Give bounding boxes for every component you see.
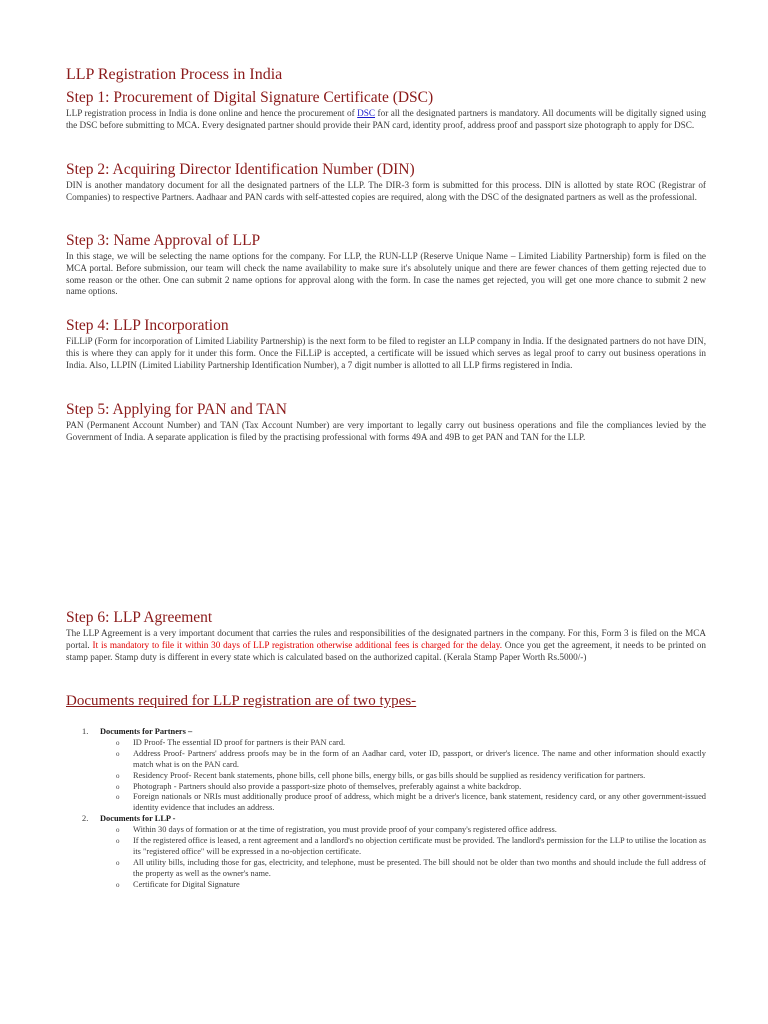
step-6-section [66,608,706,663]
documents-group-title: Documents for LLP - [100,814,176,824]
documents-group-llp: 2. Documents for LLP - o Within 30 days of formation or at the time of registration, you must provide proof of your company's registered office address. o If the registered office is leased, a rent agreement and a landlord's no objection certificate must be provided. The landlord's permission for the LLP to utilise the location as its "registered office" will be expressed in a no-objection certificate. o All utility bills, including those for gas, electricity, and telephone, must be presented. The bill should not be older than two months and should include the full address of the property as well as the owner's name. o Certificate for Digital Signature [82,814,706,889]
list-item: o Address Proof- Partners' address proofs may be in the form of an Aadhar card, voter ID, passport, or driver's licence. The name and other information should exactly match what is on the PAN card. [116,748,706,769]
step-1-text: LLP registration process in India is done online and hence the procurement of DSC for all the designated partners is mandatory. All documents will be digitally signed using the DSC before submitting to MCA. Every designated partner should provide their PAN card, identity proof, address proof and passport size photograph to apply for DSC. [66,108,706,130]
documents-list [82,727,706,891]
step-2-text: DIN is another mandatory document for all the designated partners of the LLP. The DIR-3 form is submitted for this process. DIN is allotted by state ROC (Registrar of Companies) to respective Partners. Aadhaar and PAN cards with self-attested copies are required, along with the DSC of the designated partners as well as the professional. [66,180,706,202]
step-1-section [66,88,706,132]
step-6-text: The LLP Agreement is a very important document that carries the rules and responsibilities of the designated partners in the company. For this, Form 3 is filed on the MCA portal. It is mandatory to file it within 30 days of LLP registration otherwise additional fees is charged for the delay. Once you get the agreement, it needs to be printed on stamp paper. Stamp duty is different in every state which is calculated based on the authorized capital. (Kerala Stamp Paper Worth Rs.5000/-) [66,628,706,662]
step-1-heading: Step 1: Procurement of Digital Signature Certificate (DSC) [66,89,434,106]
list-item: o Photograph - Partners should also provide a passport-size photo of themselves, preferably against a white backdrop. [116,781,522,791]
bullet-icon: o [116,738,120,747]
list-item: o Certificate for Digital Signature [116,879,240,889]
list-item: o If the registered office is leased, a rent agreement and a landlord's no objection certificate must be provided. The landlord's permission for the LLP to utilise the location as its "registered office" will be expressed in a no-objection certificate. [116,836,706,856]
step-4-heading: Step 4: LLP Incorporation [66,317,229,334]
step-2-section [66,160,706,204]
page-title: LLP Registration Process in India [66,66,283,83]
step-4-text: FiLLiP (Form for incorporation of Limited Liability Partnership) is the next form to be filed to register an LLP company in India. If the designated partners do not have DIN, this is where they can apply for it under this form. Once the FiLLiP is accepted, a certificate will be issued which serves as legal proof to carry out business operations in India. Also, LLPIN (Limited Liability Partnership Identification Number), a 7 digit number is allotted to all LLP firms registered in India. [66,336,706,370]
step-6-heading: Step 6: LLP Agreement [66,609,213,626]
step-5-text: PAN (Permanent Account Number) and TAN (Tax Account Number) are very important to legally carry out business operations and file the compliances levied by the Government of India. A separate application is filed by the practising professional with forms 49A and 49B to get PAN and TAN for the LLP. [66,420,706,442]
bullet-icon: o [116,749,120,758]
bullet-icon: o [116,826,120,835]
step-2-heading: Step 2: Acquiring Director Identification Number (DIN) [66,161,415,178]
step-3-text: In this stage, we will be selecting the name options for the company. For LLP, the RUN-LLP (Reserve Unique Name – Limited Liability Partnership) form is filed on the MCA portal. Before submission, our team will check the name availability to make sure it's absolutely unique and there are fewer chances of them getting rejected due to some reason or the other. One can submit 2 name options for approval along with the form. In case the names get rejected, you will get one more chance to submit 2 new name options. [66,251,706,297]
documents-group-partners: 1. Documents for Partners – o ID Proof- The essential ID proof for partners is their PAN card. o Address Proof- Partners' address proofs may be in the form of an Aadhar card, voter ID, passport, or driver's licence. The name and other information should exactly match what is on the PAN card. o Residency Proof- Recent bank statements, phone bills, cell phone bills, energy bills, or gas bills should be supplied as residency verification for partners. o Photograph - Partners should also provide a passport-size photo of themselves, preferably against a white backdrop. o Foreign nationals or NRIs must additionally produce proof of address, which might be a driver's licence, bank statement, residency card, or any other government-issued identity evidence that includes an address. [82,727,706,813]
step-5-heading: Step 5: Applying for PAN and TAN [66,401,287,418]
dsc-link[interactable]: DSC [357,108,376,118]
step-3-heading: Step 3: Name Approval of LLP [66,232,261,249]
step-4-section [66,316,706,371]
bullet-icon: o [116,782,120,791]
documents-heading: Documents required for LLP registration are of two types- [66,693,417,709]
step-3-section [66,231,706,298]
step-5-section [66,400,706,444]
list-item: o ID Proof- The essential ID proof for partners is their PAN card. [116,737,346,747]
list-item: o All utility bills, including those for gas, electricity, and telephone, must be presented. The bill should not be older than two months and should include the full address of the property as well as the owner's name. [116,857,706,878]
bullet-icon: o [116,793,120,802]
bullet-icon: o [116,858,120,867]
bullet-icon: o [116,771,120,780]
list-item: o Foreign nationals or NRIs must additionally produce proof of address, which might be a driver's licence, bank statement, residency card, or any other government-issued identity evidence that includes an address. [116,792,706,813]
list-item: o Residency Proof- Recent bank statements, phone bills, cell phone bills, energy bills, or gas bills should be supplied as residency verification for partners. [116,770,646,780]
bullet-icon: o [116,880,120,889]
deadline-warning: It is mandatory to file it within 30 days of LLP registration otherwise additional fees is charged for the delay. [92,639,502,650]
list-item: o Within 30 days of formation or at the time of registration, you must provide proof of your company's registered office address. [116,825,557,835]
bullet-icon: o [116,837,120,846]
documents-group-title: Documents for Partners – [100,727,193,736]
